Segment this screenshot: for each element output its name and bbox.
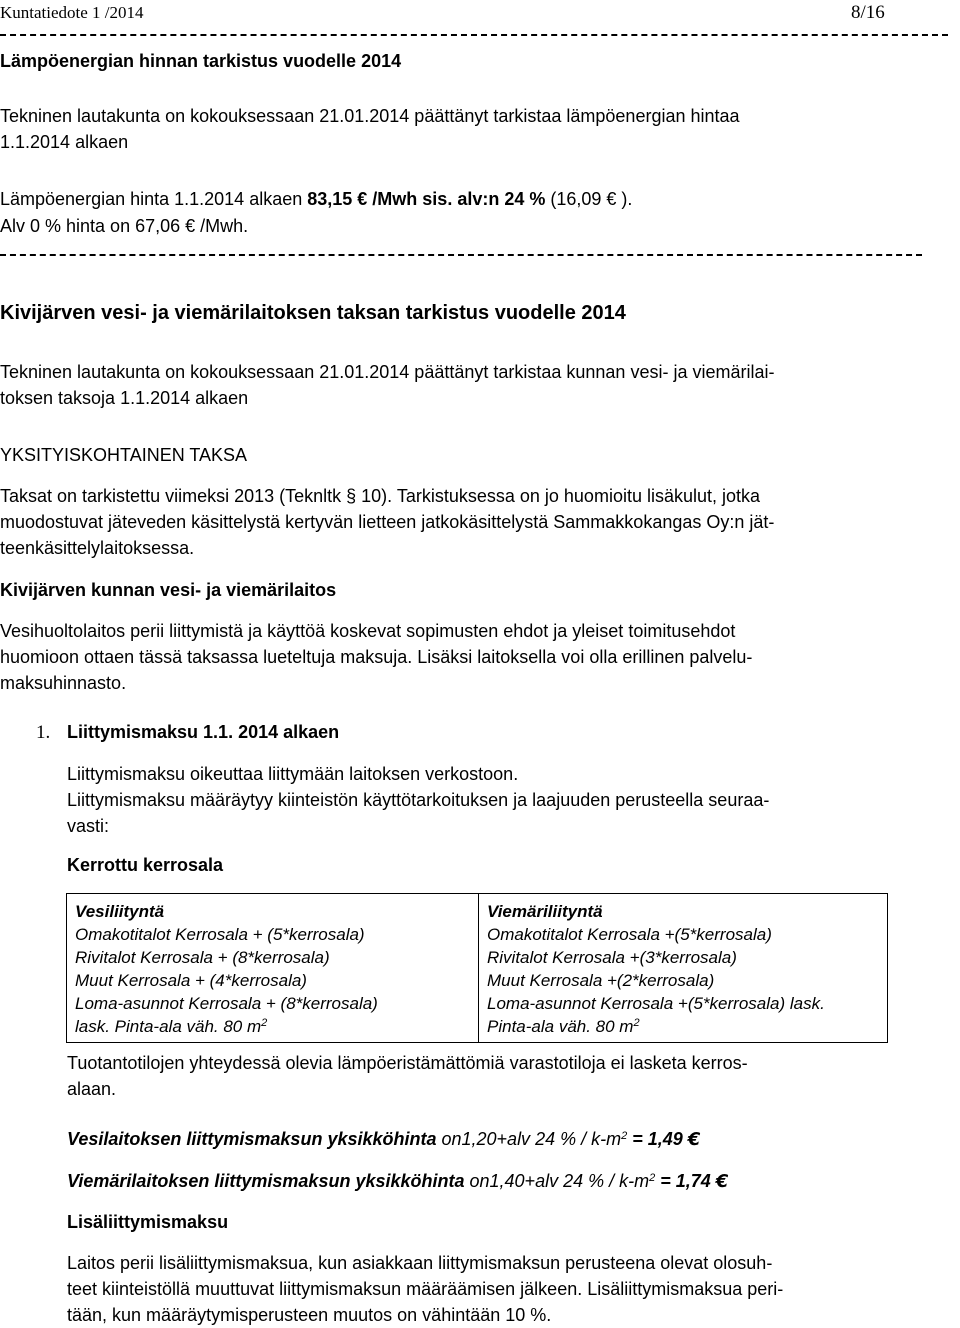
section2-p2-line1: Taksat on tarkistettu viimeksi 2013 (Teknltk § 10). Tarkistuksessa on jo huomioitu lisäkulut, jotka — [0, 486, 761, 506]
section2-text-line2: toksen taksoja 1.1.2014 alkaen — [0, 388, 249, 408]
sewer-row: Rivitalot Kerrosala +(3*kerrosala) — [487, 948, 737, 967]
item1-title: Liittymismaksu 1.1. 2014 alkaen — [67, 722, 340, 742]
heat-price-alv0: Alv 0 % hinta on 67,06 € /Mwh. — [0, 216, 249, 236]
storage-note-line2: alaan. — [67, 1079, 117, 1099]
water-row: Omakotitalot Kerrosala + (5*kerrosala) — [75, 925, 365, 944]
section-divider — [0, 254, 922, 256]
org-title: Kivijärven kunnan vesi- ja viemärilaitos — [0, 580, 337, 600]
section2-p2-line3: teenkäsittelylaitoksessa. — [0, 538, 195, 558]
water-row: Loma-asunnot Kerrosala + (8*kerrosala) — [75, 994, 378, 1013]
extra-fee-line1: Laitos perii lisäliittymismaksua, kun asiakkaan liittymismaksun perusteena olevat olosuh- — [67, 1253, 773, 1273]
section2-p2-line2: muodostuvat jäteveden käsittelystä kertyvän lietteen jatkokäsittelystä Sammakkokangas Oy:n jät- — [0, 512, 775, 532]
header-divider — [0, 34, 948, 36]
heat-price-line — [0, 186, 945, 212]
water-connection-cell — [67, 894, 479, 1043]
extra-fee-line3: tään, kun määräytymisperusteen muutos on vähintään 10 %. — [67, 1305, 552, 1325]
section1-title: Lämpöenergian hinnan tarkistus vuodelle 2014 — [0, 51, 402, 71]
sewer-connection-cell — [479, 894, 888, 1043]
sewer-row: Omakotitalot Kerrosala +(5*kerrosala) — [487, 925, 772, 944]
header-left: Kuntatiedote 1 /2014 — [0, 3, 144, 22]
storage-note-line1: Tuotantotilojen yhteydessä olevia lämpöeristämättömiä varastotiloja ei lasketa kerros- — [67, 1053, 748, 1073]
euro-icon: € — [715, 1171, 729, 1192]
extra-fee-title: Lisäliittymismaksu — [67, 1212, 229, 1232]
item1-line1: Liittymismaksu oikeuttaa liittymään laitoksen verkostoon. — [67, 764, 519, 784]
sewer-row: Loma-asunnot Kerrosala +(5*kerrosala) lask. — [487, 994, 825, 1013]
page-number: 8/16 — [851, 2, 885, 23]
water-connection-header: Vesiliityntä — [75, 902, 165, 921]
heat-price-prefix: Lämpöenergian hinta 1.1.2014 alkaen — [0, 189, 308, 209]
section2-p3-line3: maksuhinnasto. — [0, 673, 127, 693]
item1-line3: vasti: — [67, 816, 110, 836]
tariff-subtitle: YKSITYISKOHTAINEN TAKSA — [0, 445, 248, 465]
area-title: Kerrottu kerrosala — [67, 855, 224, 875]
item1-line2: Liittymismaksu määräytyy kiinteistön käyttötarkoituksen ja laajuuden perusteella seuraa- — [67, 790, 770, 810]
sewer-unit-price: Viemärilaitoksen liittymismaksun yksikköhinta on1,40+alv 24 % / $k-m^2 = 1,74$ € — [67, 1171, 729, 1192]
sewer-row-area: Pinta-ala väh. 80 $m^2$ — [487, 1017, 640, 1036]
sewer-connection-header: Viemäriliityntä — [487, 902, 603, 921]
section1-text-line2: 1.1.2014 alkaen — [0, 132, 129, 152]
extra-fee-line2: teet kiinteistöllä muuttuvat liittymismaksun määräämisen jälkeen. Lisäliittymismaksua peri- — [67, 1279, 784, 1299]
section2-text-line1: Tekninen lautakunta on kokouksessaan 21.01.2014 päättänyt tarkistaa kunnan vesi- ja viemärilai- — [0, 362, 775, 382]
section1-text-line1: Tekninen lautakunta on kokouksessaan 21.01.2014 päättänyt tarkistaa lämpöenergian hintaa — [0, 106, 740, 126]
section2-p3-line2: huomioon ottaen tässä taksassa lueteltuja maksuja. Lisäksi laitoksella voi olla erillinen palvelu- — [0, 647, 753, 667]
section2-p3-line1: Vesihuoltolaitos perii liittymistä ja käyttöä koskevat sopimusten ehdot ja yleiset toimitusehdot — [0, 621, 736, 641]
euro-icon: € — [687, 1129, 701, 1150]
section2-title: Kivijärven vesi- ja viemärilaitoksen taksan tarkistus vuodelle 2014 — [0, 302, 626, 324]
connection-fee-table — [66, 893, 888, 1043]
table-row — [67, 894, 888, 1043]
heat-price-suffix: (16,09 € ). — [545, 189, 633, 209]
water-row: Rivitalot Kerrosala + (8*kerrosala) — [75, 948, 330, 967]
water-row-area: lask. Pinta-ala väh. 80 $m^2$ — [75, 1017, 268, 1036]
item1-number: 1. — [36, 722, 51, 743]
heat-price-value: 83,15 € /Mwh sis. alv:n 24 % — [307, 189, 546, 209]
sewer-row: Muut Kerrosala +(2*kerrosala) — [487, 971, 715, 990]
water-row: Muut Kerrosala + (4*kerrosala) — [75, 971, 307, 990]
water-unit-price: Vesilaitoksen liittymismaksun yksikköhinta on1,20+alv 24 % / $k-m^2 = 1,49$ € — [67, 1129, 701, 1150]
